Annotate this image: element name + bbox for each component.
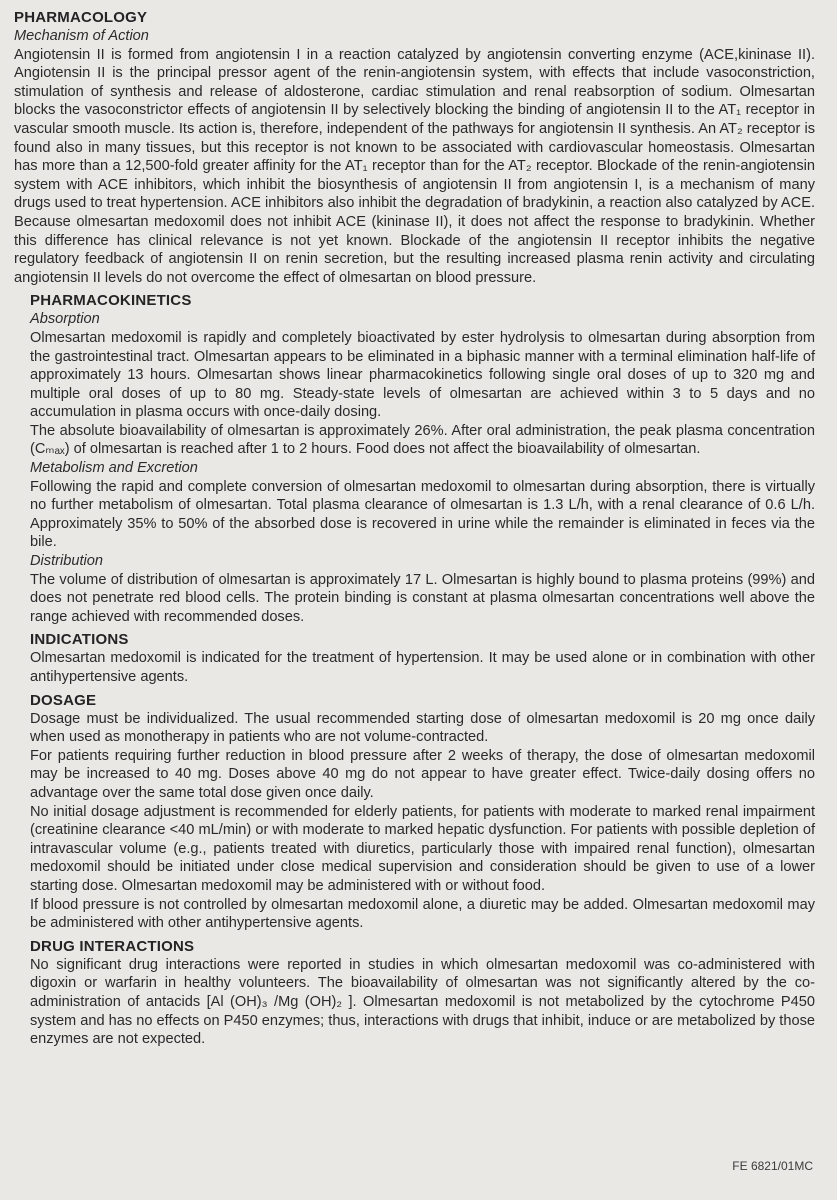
interactions-heading: DRUG INTERACTIONS <box>30 937 195 955</box>
dosage-paragraph-3: No initial dosage adjustment is recommended for elderly patients, for patients with moderate to marked renal impairment (creatinine clearance <40 mL/min) or with moderate to marked hepatic dysfunction. For patients with possible depletion of intravascular volume (e.g., patients treated with diuretics, particularly those with impaired renal function), olmesartan medoxomil should be initiated under close medical supervision and consideration should be given to use of a lower starting dose. Olmesartan medoxomil may be administered with or without food. <box>30 803 815 894</box>
absorption-subheading: Absorption <box>30 311 100 328</box>
dosage-paragraph-2: For patients requiring further reduction in blood pressure after 2 weeks of therapy, the dose of olmesartan medoxomil may be increased to 40 mg. Doses above 40 mg do not appear to have greater effect. Twice-daily dosing offers no advantage over the same total dose given once daily. <box>30 747 815 801</box>
mechanism-paragraph: Angiotensin II is formed from angiotensin I in a reaction catalyzed by angiotensin converting enzyme (ACE,kininase II). Angiotensin II is the principal pressor agent of the renin-angiotensin system, with effects that include vasoconstriction, stimulation of synthesis and release of aldosterone, cardiac stimulation and renal reabsorption of sodium. Olmesartan blocks the vasoconstrictor effects of angiotensin II by selectively blocking the binding of angiotensin II to the AT₁ receptor in vascular smooth muscle. Its action is, therefore, independent of the pathways for angiotensin II synthesis. An AT₂ receptor is found also in many tissues, but this receptor is not known to be associated with cardiovascular homeostasis. Olmesartan has more than a 12,500-fold greater affinity for the AT₁ receptor than for the AT₂ receptor. Blockade of the renin-angiotensin system with ACE inhibitors, which inhibit the biosynthesis of angiotensin II from angiotensin I, is a mechanism of many drugs used to treat hypertension. ACE inhibitors also inhibit the degradation of bradykinin, a reaction also catalyzed by ACE. Because olmesartan medoxomil does not inhibit ACE (kininase II), it does not affect the response to bradykinin. Whether this difference has clinical relevance is not yet known. Blockade of the angiotensin II receptor inhibits the negative regulatory feedback of angiotensin II on renin secretion, but the resulting increased plasma renin activity and circulating angiotensin II levels do not overcome the effect of olmesartan on blood pressure. <box>14 46 815 286</box>
indications-heading: INDICATIONS <box>30 631 129 649</box>
absorption-paragraph-2: The absolute bioavailability of olmesartan is approximately 26%. After oral administration, the peak plasma concentration (Cₘₐₓ) of olmesartan is reached after 1 to 2 hours. Food does not affect the bioavailability of olmesartan. <box>30 422 815 458</box>
distribution-paragraph: The volume of distribution of olmesartan is approximately 17 L. Olmesartan is highly bound to plasma proteins (99%) and does not penetrate red blood cells. The protein binding is constant at plasma olmesartan concentrations well above the range achieved with recommended doses. <box>30 571 815 625</box>
interactions-section <box>14 937 815 1049</box>
pharmacology-section <box>14 8 815 287</box>
distribution-subheading: Distribution <box>30 553 103 570</box>
pharmacokinetics-section <box>14 291 815 626</box>
metabolism-paragraph: Following the rapid and complete conversion of olmesartan medoxomil to olmesartan during absorption, there is virtually no further metabolism of olmesartan. Total plasma clearance of olmesartan is 1.3 L/h, with a renal clearance of 0.6 L/h. Approximately 35% to 50% of the absorbed dose is recovered in urine while the remainder is eliminated in feces via the bile. <box>30 478 815 551</box>
indications-paragraph: Olmesartan medoxomil is indicated for the treatment of hypertension. It may be used alone or in combination with other antihypertensive agents. <box>30 650 815 685</box>
interactions-paragraph: No significant drug interactions were reported in studies in which olmesartan medoxomil was co-administered with digoxin or warfarin in healthy volunteers. The bioavailability of olmesartan was not significantly altered by the co-administration of antacids [Al (OH)₃ /Mg (OH)₂ ]. Olmesartan medoxomil is not metabolized by the cytochrome P450 system and has no effects on P450 enzymes; thus, interactions with drugs that inhibit, induce or are metabolized by those enzymes are not expected. <box>30 956 815 1048</box>
absorption-paragraph-1: Olmesartan medoxomil is rapidly and completely bioactivated by ester hydrolysis to olmesartan during absorption from the gastrointestinal tract. Olmesartan appears to be eliminated in a biphasic manner with a terminal elimination half-life of approximately 13 hours. Olmesartan shows linear pharmacokinetics following single oral doses of up to 320 mg and multiple oral doses of up to 80 mg. Steady-state levels of olmesartan are achieved within 3 to 5 days and no accumulation in plasma occurs with once-daily dosing. <box>30 329 815 421</box>
pharmacology-heading: PHARMACOLOGY <box>14 9 148 26</box>
dosage-paragraph-4: If blood pressure is not controlled by olmesartan medoxomil alone, a diuretic may be added. Olmesartan medoxomil may be administered with other antihypertensive agents. <box>30 896 815 932</box>
pharmacokinetics-heading: PHARMACOKINETICS <box>30 292 192 310</box>
document-code: FE 6821/01MC <box>732 1159 813 1174</box>
dosage-section <box>14 691 815 933</box>
mechanism-subheading: Mechanism of Action <box>14 28 149 44</box>
metabolism-subheading: Metabolism and Excretion <box>30 460 198 477</box>
dosage-heading: DOSAGE <box>30 691 97 709</box>
dosage-paragraph-1: Dosage must be individualized. The usual recommended starting dose of olmesartan medoxomil is 20 mg once daily when used as monotherapy in patients who are not volume-contracted. <box>30 710 815 746</box>
indications-section <box>14 630 815 686</box>
